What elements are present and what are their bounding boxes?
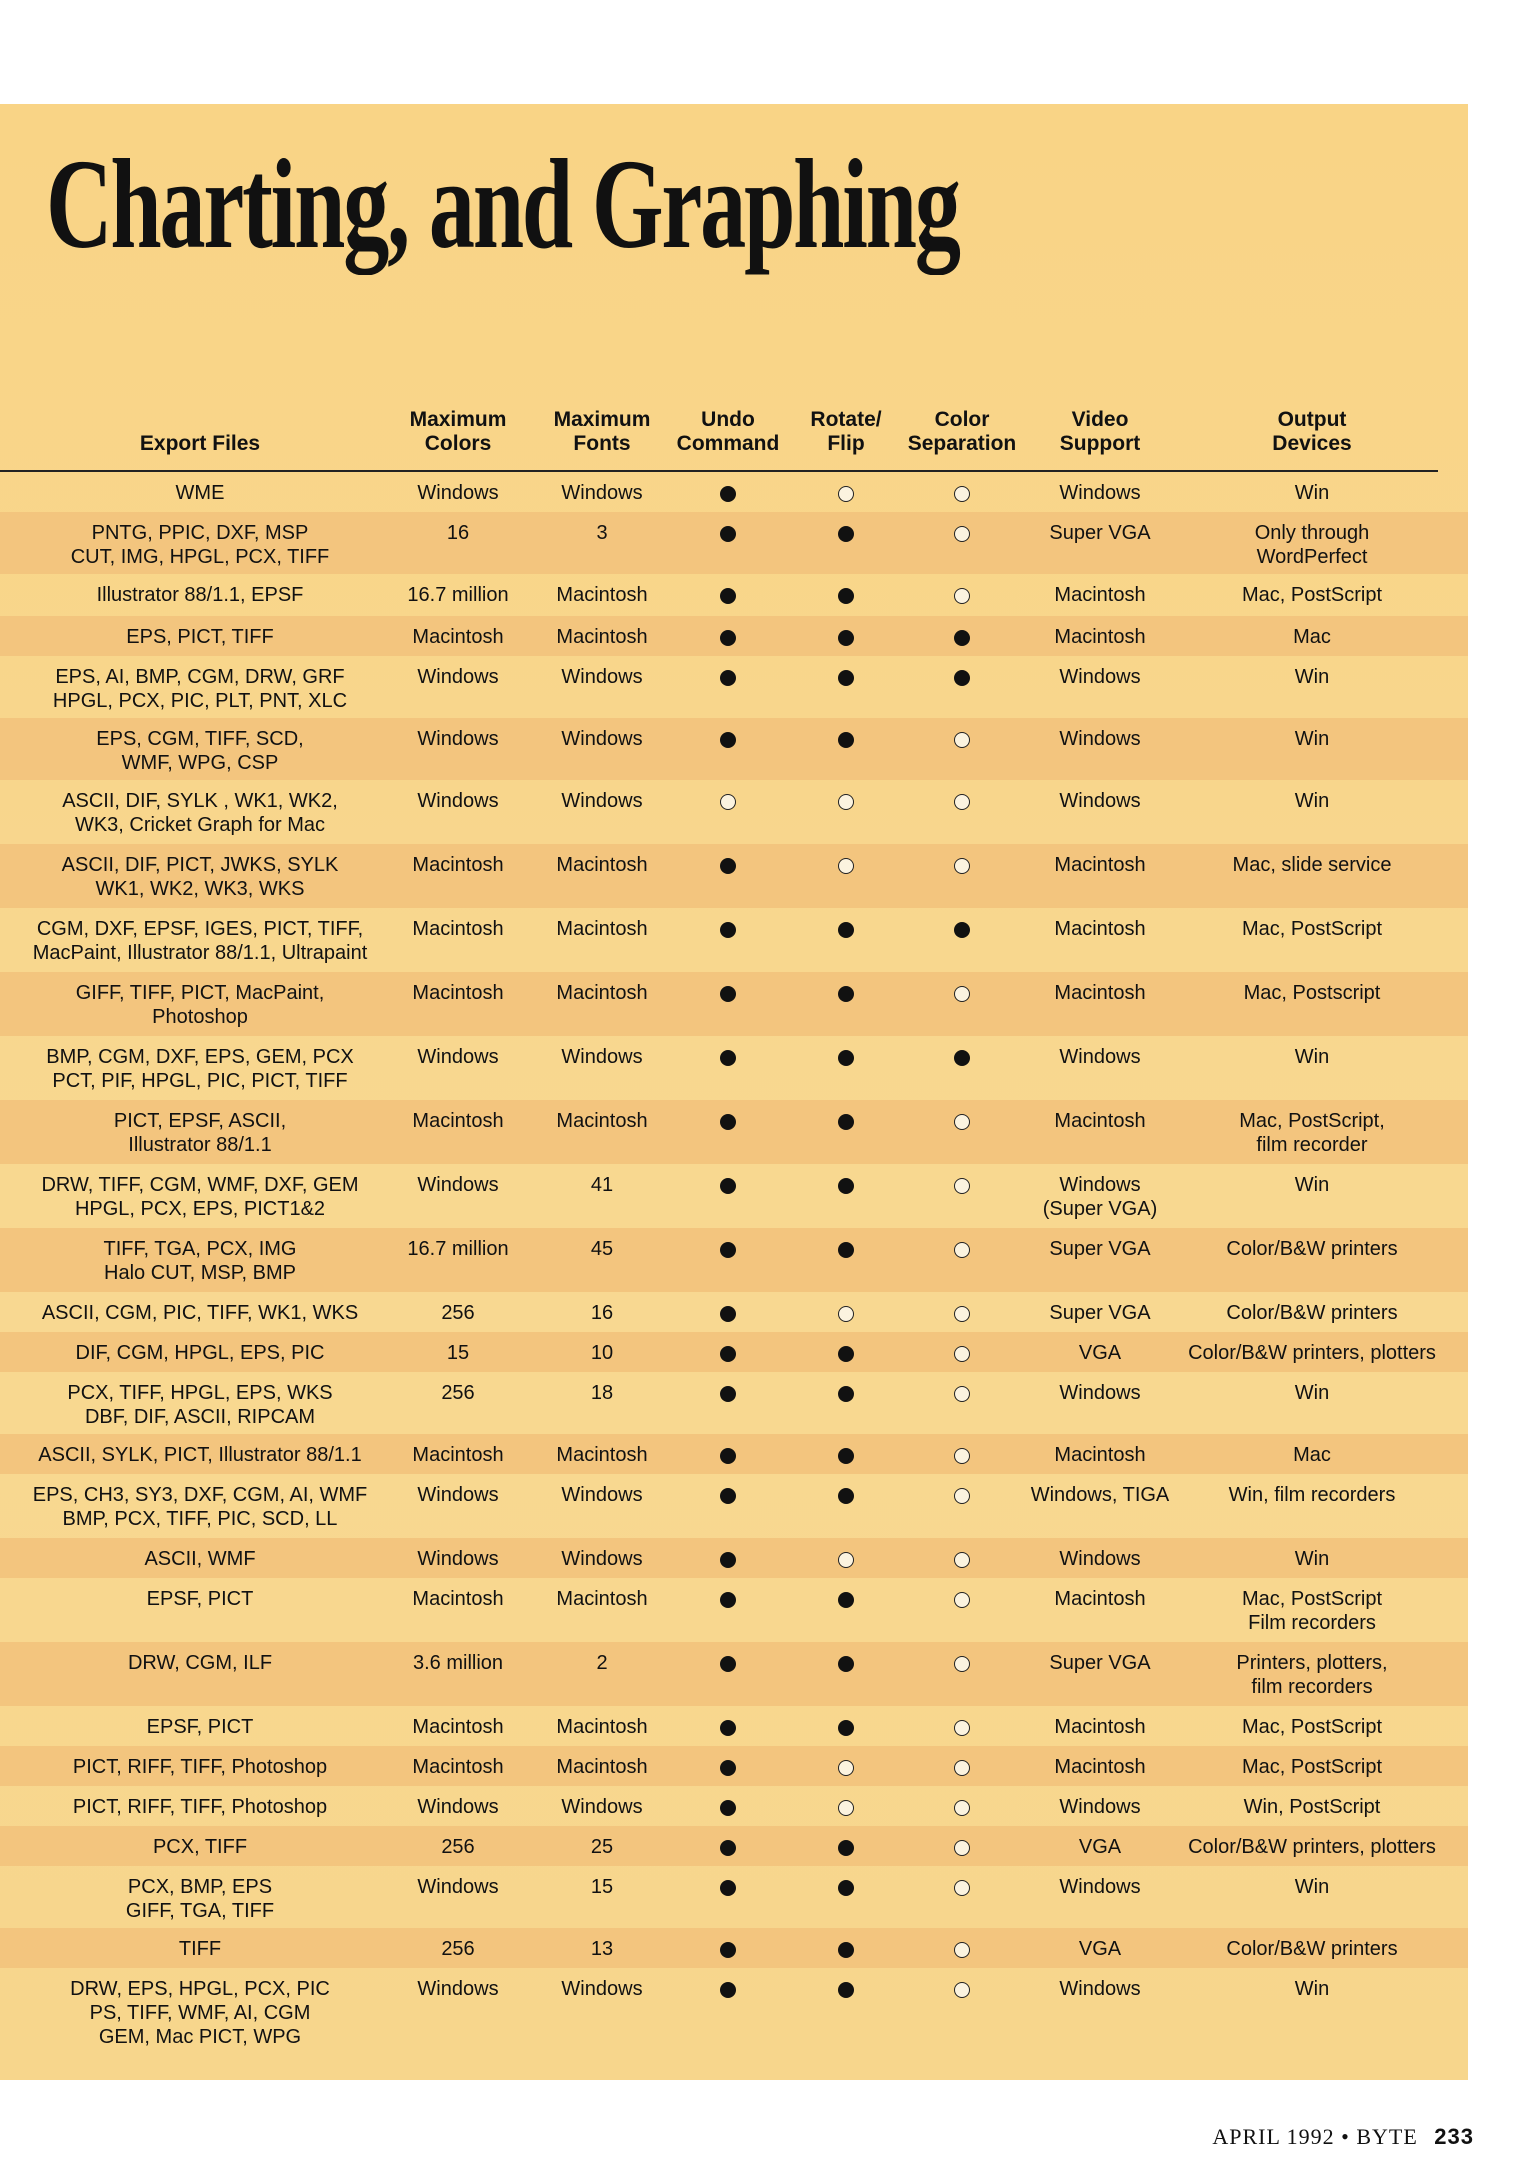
cell-fonts: Windows bbox=[561, 666, 643, 688]
cell-video: Windows bbox=[1059, 728, 1141, 750]
cell-fonts: Windows bbox=[561, 1978, 643, 2000]
cell-output: Mac bbox=[1293, 626, 1331, 648]
cell-export: DRW, CGM, ILF bbox=[127, 1652, 273, 1674]
cell-colors: Windows bbox=[417, 1876, 499, 1898]
cell-export: TIFF, TGA, PCX, IMG Halo CUT, MSP, BMP bbox=[103, 1238, 297, 1284]
cell-output: Win, PostScript bbox=[1243, 1796, 1381, 1818]
empty-circle-icon bbox=[954, 794, 970, 810]
filled-circle-icon bbox=[838, 1488, 854, 1504]
filled-circle-icon bbox=[720, 1488, 736, 1504]
cell-colors: Windows bbox=[417, 790, 499, 812]
cell-export: EPSF, PICT bbox=[146, 1716, 254, 1738]
filled-circle-icon bbox=[954, 922, 970, 938]
filled-circle-icon bbox=[838, 1656, 854, 1672]
cell-output: Win bbox=[1294, 1978, 1330, 2000]
filled-circle-icon bbox=[838, 986, 854, 1002]
filled-circle-icon bbox=[720, 1178, 736, 1194]
table-row bbox=[0, 718, 1468, 780]
cell-fonts: Macintosh bbox=[556, 584, 648, 606]
cell-fonts: Macintosh bbox=[556, 1110, 648, 1132]
filled-circle-icon bbox=[720, 1840, 736, 1856]
table-row bbox=[0, 1100, 1468, 1164]
table-row bbox=[0, 512, 1468, 574]
cell-output: Color/B&W printers, plotters bbox=[1188, 1836, 1436, 1858]
filled-circle-icon bbox=[720, 1050, 736, 1066]
cell-output: Win bbox=[1294, 790, 1330, 812]
empty-circle-icon bbox=[954, 1840, 970, 1856]
table-row bbox=[0, 1292, 1468, 1332]
cell-export: PCX, TIFF bbox=[152, 1836, 248, 1858]
empty-circle-icon bbox=[954, 986, 970, 1002]
table-row bbox=[0, 1538, 1468, 1578]
table-row bbox=[0, 1434, 1468, 1474]
cell-export: GIFF, TIFF, PICT, MacPaint, Photoshop bbox=[75, 982, 325, 1028]
cell-video: Macintosh bbox=[1054, 982, 1146, 1004]
filled-circle-icon bbox=[720, 486, 736, 502]
cell-video: Macintosh bbox=[1054, 1444, 1146, 1466]
filled-circle-icon bbox=[720, 732, 736, 748]
cell-video: Windows bbox=[1059, 482, 1141, 504]
empty-circle-icon bbox=[838, 1306, 854, 1322]
column-header-rotate: Rotate/ Flip bbox=[810, 408, 882, 455]
empty-circle-icon bbox=[954, 1942, 970, 1958]
cell-output: Mac, PostScript, film recorder bbox=[1239, 1110, 1385, 1156]
cell-colors: 15 bbox=[446, 1342, 470, 1364]
cell-fonts: Windows bbox=[561, 1484, 643, 1506]
empty-circle-icon bbox=[954, 1242, 970, 1258]
cell-output: Only through WordPerfect bbox=[1254, 522, 1370, 568]
cell-export: DIF, CGM, HPGL, EPS, PIC bbox=[75, 1342, 325, 1364]
column-header-fonts: Maximum Fonts bbox=[553, 408, 651, 455]
filled-circle-icon bbox=[720, 630, 736, 646]
column-header-export: Export Files bbox=[139, 432, 261, 455]
cell-output: Mac, slide service bbox=[1232, 854, 1392, 876]
table-row bbox=[0, 1578, 1468, 1642]
empty-circle-icon bbox=[954, 1982, 970, 1998]
empty-circle-icon bbox=[954, 858, 970, 874]
cell-video: VGA bbox=[1078, 1938, 1122, 1960]
cell-output: Mac, PostScript bbox=[1241, 1756, 1383, 1778]
page-number: 233 bbox=[1434, 2124, 1474, 2149]
empty-circle-icon bbox=[954, 1592, 970, 1608]
table-row bbox=[0, 1228, 1468, 1292]
column-header-colors: Maximum Colors bbox=[409, 408, 507, 455]
table-row bbox=[0, 1036, 1468, 1100]
cell-video: Macintosh bbox=[1054, 854, 1146, 876]
table-row bbox=[0, 972, 1468, 1036]
column-header-video: Video Support bbox=[1059, 408, 1141, 455]
cell-fonts: Macintosh bbox=[556, 982, 648, 1004]
filled-circle-icon bbox=[720, 1720, 736, 1736]
empty-circle-icon bbox=[838, 1760, 854, 1776]
cell-video: Macintosh bbox=[1054, 626, 1146, 648]
cell-colors: Windows bbox=[417, 728, 499, 750]
cell-colors: 16.7 million bbox=[407, 584, 509, 606]
cell-video: Windows, TIGA bbox=[1030, 1484, 1170, 1506]
cell-video: Macintosh bbox=[1054, 1110, 1146, 1132]
column-header-colorsep: Color Separation bbox=[907, 408, 1017, 455]
cell-export: EPSF, PICT bbox=[146, 1588, 254, 1610]
cell-fonts: Macintosh bbox=[556, 1716, 648, 1738]
empty-circle-icon bbox=[954, 1178, 970, 1194]
cell-export: DRW, EPS, HPGL, PCX, PIC PS, TIFF, WMF, AI, CGM GEM, Mac PICT, WPG bbox=[70, 1978, 330, 2048]
empty-circle-icon bbox=[720, 794, 736, 810]
empty-circle-icon bbox=[838, 1800, 854, 1816]
empty-circle-icon bbox=[954, 1306, 970, 1322]
filled-circle-icon bbox=[838, 732, 854, 748]
empty-circle-icon bbox=[838, 1552, 854, 1568]
table-row bbox=[0, 1164, 1468, 1228]
cell-export: DRW, TIFF, CGM, WMF, DXF, GEM HPGL, PCX, EPS, PICT1&2 bbox=[41, 1174, 359, 1220]
filled-circle-icon bbox=[838, 588, 854, 604]
cell-fonts: 10 bbox=[590, 1342, 614, 1364]
cell-output: Win bbox=[1294, 1174, 1330, 1196]
cell-export: PICT, EPSF, ASCII, Illustrator 88/1.1 bbox=[113, 1110, 287, 1156]
cell-fonts: 18 bbox=[590, 1382, 614, 1404]
cell-video: Windows bbox=[1059, 790, 1141, 812]
table-row bbox=[0, 844, 1468, 908]
cell-colors: Macintosh bbox=[412, 1588, 504, 1610]
cell-output: Color/B&W printers, plotters bbox=[1188, 1342, 1436, 1364]
cell-fonts: Macintosh bbox=[556, 918, 648, 940]
cell-colors: 16.7 million bbox=[407, 1238, 509, 1260]
cell-colors: Windows bbox=[417, 1978, 499, 2000]
cell-video: Super VGA bbox=[1049, 1302, 1151, 1324]
cell-fonts: Windows bbox=[561, 1548, 643, 1570]
cell-colors: Macintosh bbox=[412, 918, 504, 940]
cell-video: Macintosh bbox=[1054, 1716, 1146, 1738]
filled-circle-icon bbox=[838, 1178, 854, 1194]
filled-circle-icon bbox=[720, 1942, 736, 1958]
cell-video: Windows bbox=[1059, 666, 1141, 688]
filled-circle-icon bbox=[720, 1386, 736, 1402]
cell-export: CGM, DXF, EPSF, IGES, PICT, TIFF, MacPaint, Illustrator 88/1.1, Ultrapaint bbox=[32, 918, 368, 964]
cell-export: ASCII, WMF bbox=[144, 1548, 256, 1570]
cell-export: TIFF bbox=[178, 1938, 222, 1960]
cell-export: ASCII, DIF, PICT, JWKS, SYLK WK1, WK2, WK3, WKS bbox=[61, 854, 339, 900]
cell-output: Win bbox=[1294, 1876, 1330, 1898]
cell-export: EPS, AI, BMP, CGM, DRW, GRF HPGL, PCX, PIC, PLT, PNT, XLC bbox=[52, 666, 348, 712]
empty-circle-icon bbox=[954, 1656, 970, 1672]
filled-circle-icon bbox=[720, 1800, 736, 1816]
filled-circle-icon bbox=[720, 1982, 736, 1998]
cell-output: Color/B&W printers bbox=[1226, 1938, 1398, 1960]
table-row bbox=[0, 616, 1468, 656]
filled-circle-icon bbox=[720, 1552, 736, 1568]
filled-circle-icon bbox=[720, 858, 736, 874]
empty-circle-icon bbox=[954, 1720, 970, 1736]
cell-fonts: Macintosh bbox=[556, 626, 648, 648]
filled-circle-icon bbox=[720, 1242, 736, 1258]
filled-circle-icon bbox=[838, 1840, 854, 1856]
cell-colors: Windows bbox=[417, 1174, 499, 1196]
cell-export: ASCII, DIF, SYLK , WK1, WK2, WK3, Cricket Graph for Mac bbox=[62, 790, 338, 836]
filled-circle-icon bbox=[720, 1760, 736, 1776]
cell-export: PCX, TIFF, HPGL, EPS, WKS DBF, DIF, ASCII, RIPCAM bbox=[67, 1382, 333, 1428]
footer-magazine: BYTE bbox=[1356, 2124, 1418, 2149]
cell-colors: Macintosh bbox=[412, 1444, 504, 1466]
filled-circle-icon bbox=[838, 630, 854, 646]
cell-fonts: Windows bbox=[561, 728, 643, 750]
cell-video: Macintosh bbox=[1054, 1756, 1146, 1778]
filled-circle-icon bbox=[720, 1306, 736, 1322]
cell-fonts: 2 bbox=[596, 1652, 608, 1674]
empty-circle-icon bbox=[954, 1800, 970, 1816]
cell-colors: Macintosh bbox=[412, 1756, 504, 1778]
cell-output: Printers, plotters, film recorders bbox=[1236, 1652, 1388, 1698]
cell-colors: 256 bbox=[441, 1382, 475, 1404]
cell-output: Win bbox=[1294, 1046, 1330, 1068]
cell-output: Color/B&W printers bbox=[1226, 1302, 1398, 1324]
cell-fonts: 13 bbox=[590, 1938, 614, 1960]
table-row bbox=[0, 1826, 1468, 1866]
cell-export: EPS, PICT, TIFF bbox=[126, 626, 274, 648]
cell-video: Windows bbox=[1059, 1382, 1141, 1404]
empty-circle-icon bbox=[954, 588, 970, 604]
cell-colors: Macintosh bbox=[412, 854, 504, 876]
cell-colors: Windows bbox=[417, 1046, 499, 1068]
filled-circle-icon bbox=[838, 1592, 854, 1608]
table-row bbox=[0, 908, 1468, 972]
empty-circle-icon bbox=[954, 486, 970, 502]
cell-export: PNTG, PPIC, DXF, MSP CUT, IMG, HPGL, PCX, TIFF bbox=[70, 522, 330, 568]
cell-video: Macintosh bbox=[1054, 918, 1146, 940]
filled-circle-icon bbox=[720, 986, 736, 1002]
cell-video: Windows bbox=[1059, 1876, 1141, 1898]
cell-colors: Windows bbox=[417, 1484, 499, 1506]
cell-output: Mac, Postscript bbox=[1243, 982, 1381, 1004]
cell-fonts: Macintosh bbox=[556, 1444, 648, 1466]
filled-circle-icon bbox=[720, 1346, 736, 1362]
cell-fonts: Windows bbox=[561, 1046, 643, 1068]
cell-colors: 256 bbox=[441, 1938, 475, 1960]
filled-circle-icon bbox=[838, 1242, 854, 1258]
table-row bbox=[0, 780, 1468, 844]
cell-video: Windows bbox=[1059, 1548, 1141, 1570]
cell-video: Macintosh bbox=[1054, 584, 1146, 606]
empty-circle-icon bbox=[954, 1880, 970, 1896]
cell-colors: 3.6 million bbox=[412, 1652, 504, 1674]
cell-video: Windows (Super VGA) bbox=[1042, 1174, 1158, 1220]
cell-fonts: 25 bbox=[590, 1836, 614, 1858]
filled-circle-icon bbox=[838, 1386, 854, 1402]
cell-video: Windows bbox=[1059, 1978, 1141, 2000]
page-footer bbox=[1212, 2124, 1474, 2150]
table-row bbox=[0, 472, 1468, 512]
cell-colors: Windows bbox=[417, 666, 499, 688]
cell-export: BMP, CGM, DXF, EPS, GEM, PCX PCT, PIF, HPGL, PIC, PICT, TIFF bbox=[46, 1046, 354, 1092]
cell-fonts: 16 bbox=[590, 1302, 614, 1324]
cell-export: EPS, CH3, SY3, DXF, CGM, AI, WMF BMP, PCX, TIFF, PIC, SCD, LL bbox=[32, 1484, 368, 1530]
cell-colors: 256 bbox=[441, 1302, 475, 1324]
cell-output: Mac, PostScript Film recorders bbox=[1241, 1588, 1383, 1634]
cell-export: ASCII, CGM, PIC, TIFF, WK1, WKS bbox=[41, 1302, 359, 1324]
cell-colors: Macintosh bbox=[412, 1716, 504, 1738]
empty-circle-icon bbox=[838, 486, 854, 502]
cell-export: EPS, CGM, TIFF, SCD, WMF, WPG, CSP bbox=[96, 728, 304, 774]
table-row bbox=[0, 1372, 1468, 1434]
filled-circle-icon bbox=[838, 1880, 854, 1896]
empty-circle-icon bbox=[954, 1448, 970, 1464]
filled-circle-icon bbox=[838, 1942, 854, 1958]
empty-circle-icon bbox=[954, 1386, 970, 1402]
filled-circle-icon bbox=[838, 1346, 854, 1362]
filled-circle-icon bbox=[838, 1448, 854, 1464]
footer-separator: • bbox=[1341, 2124, 1350, 2149]
cell-colors: 256 bbox=[441, 1836, 475, 1858]
cell-fonts: Windows bbox=[561, 1796, 643, 1818]
cell-export: PICT, RIFF, TIFF, Photoshop bbox=[72, 1796, 328, 1818]
filled-circle-icon bbox=[720, 526, 736, 542]
table-row bbox=[0, 1474, 1468, 1538]
filled-circle-icon bbox=[838, 922, 854, 938]
footer-date: APRIL 1992 bbox=[1212, 2124, 1335, 2149]
filled-circle-icon bbox=[954, 1050, 970, 1066]
filled-circle-icon bbox=[954, 670, 970, 686]
page-title: Charting, and Graphing bbox=[46, 133, 959, 275]
cell-fonts: Macintosh bbox=[556, 1588, 648, 1610]
cell-colors: Windows bbox=[417, 1548, 499, 1570]
cell-fonts: 3 bbox=[596, 522, 608, 544]
cell-output: Mac, PostScript bbox=[1241, 918, 1383, 940]
cell-video: Windows bbox=[1059, 1796, 1141, 1818]
cell-fonts: Macintosh bbox=[556, 1756, 648, 1778]
cell-output: Win bbox=[1294, 666, 1330, 688]
cell-video: Super VGA bbox=[1049, 1652, 1151, 1674]
column-header-output: Output Devices bbox=[1272, 408, 1352, 455]
cell-output: Win bbox=[1294, 1382, 1330, 1404]
cell-colors: Macintosh bbox=[412, 982, 504, 1004]
cell-output: Mac, PostScript bbox=[1241, 584, 1383, 606]
cell-export: PICT, RIFF, TIFF, Photoshop bbox=[72, 1756, 328, 1778]
cell-output: Win bbox=[1294, 482, 1330, 504]
cell-fonts: Windows bbox=[561, 482, 643, 504]
empty-circle-icon bbox=[838, 858, 854, 874]
cell-output: Mac bbox=[1293, 1444, 1331, 1466]
column-header-undo: Undo Command bbox=[676, 408, 780, 455]
cell-colors: Windows bbox=[417, 1796, 499, 1818]
cell-video: Super VGA bbox=[1049, 1238, 1151, 1260]
cell-export: ASCII, SYLK, PICT, Illustrator 88/1.1 bbox=[38, 1444, 362, 1466]
cell-video: VGA bbox=[1078, 1342, 1122, 1364]
cell-colors: Macintosh bbox=[412, 1110, 504, 1132]
filled-circle-icon bbox=[720, 1592, 736, 1608]
cell-output: Mac, PostScript bbox=[1241, 1716, 1383, 1738]
cell-fonts: Windows bbox=[561, 790, 643, 812]
cell-output: Win bbox=[1294, 728, 1330, 750]
cell-output: Win, film recorders bbox=[1228, 1484, 1396, 1506]
table-row bbox=[0, 656, 1468, 718]
table-row bbox=[0, 574, 1468, 616]
filled-circle-icon bbox=[838, 1720, 854, 1736]
cell-colors: Windows bbox=[417, 482, 499, 504]
filled-circle-icon bbox=[838, 670, 854, 686]
cell-video: Super VGA bbox=[1049, 522, 1151, 544]
empty-circle-icon bbox=[954, 1760, 970, 1776]
cell-fonts: 45 bbox=[590, 1238, 614, 1260]
filled-circle-icon bbox=[954, 630, 970, 646]
table-row bbox=[0, 1706, 1468, 1746]
cell-colors: 16 bbox=[446, 522, 470, 544]
filled-circle-icon bbox=[720, 1448, 736, 1464]
filled-circle-icon bbox=[720, 922, 736, 938]
filled-circle-icon bbox=[720, 1114, 736, 1130]
filled-circle-icon bbox=[720, 1880, 736, 1896]
table-row bbox=[0, 1642, 1468, 1706]
empty-circle-icon bbox=[954, 1552, 970, 1568]
filled-circle-icon bbox=[720, 1656, 736, 1672]
filled-circle-icon bbox=[838, 1050, 854, 1066]
filled-circle-icon bbox=[838, 1982, 854, 1998]
cell-export: PCX, BMP, EPS GIFF, TGA, TIFF bbox=[125, 1876, 275, 1922]
empty-circle-icon bbox=[954, 526, 970, 542]
filled-circle-icon bbox=[720, 670, 736, 686]
cell-fonts: Macintosh bbox=[556, 854, 648, 876]
table-row bbox=[0, 1786, 1468, 1826]
cell-video: VGA bbox=[1078, 1836, 1122, 1858]
cell-output: Color/B&W printers bbox=[1226, 1238, 1398, 1260]
filled-circle-icon bbox=[720, 588, 736, 604]
cell-export: Illustrator 88/1.1, EPSF bbox=[96, 584, 304, 606]
empty-circle-icon bbox=[954, 1114, 970, 1130]
table-row bbox=[0, 1928, 1468, 1968]
filled-circle-icon bbox=[838, 526, 854, 542]
cell-video: Windows bbox=[1059, 1046, 1141, 1068]
empty-circle-icon bbox=[954, 732, 970, 748]
cell-output: Win bbox=[1294, 1548, 1330, 1570]
cell-fonts: 15 bbox=[590, 1876, 614, 1898]
table-row bbox=[0, 1968, 1468, 2068]
cell-video: Macintosh bbox=[1054, 1588, 1146, 1610]
table-row bbox=[0, 1746, 1468, 1786]
empty-circle-icon bbox=[954, 1346, 970, 1362]
cell-export: WME bbox=[175, 482, 225, 504]
empty-circle-icon bbox=[954, 1488, 970, 1504]
table-row bbox=[0, 1332, 1468, 1372]
table-row bbox=[0, 1866, 1468, 1928]
cell-fonts: 41 bbox=[590, 1174, 614, 1196]
empty-circle-icon bbox=[838, 794, 854, 810]
cell-colors: Macintosh bbox=[412, 626, 504, 648]
filled-circle-icon bbox=[838, 1114, 854, 1130]
